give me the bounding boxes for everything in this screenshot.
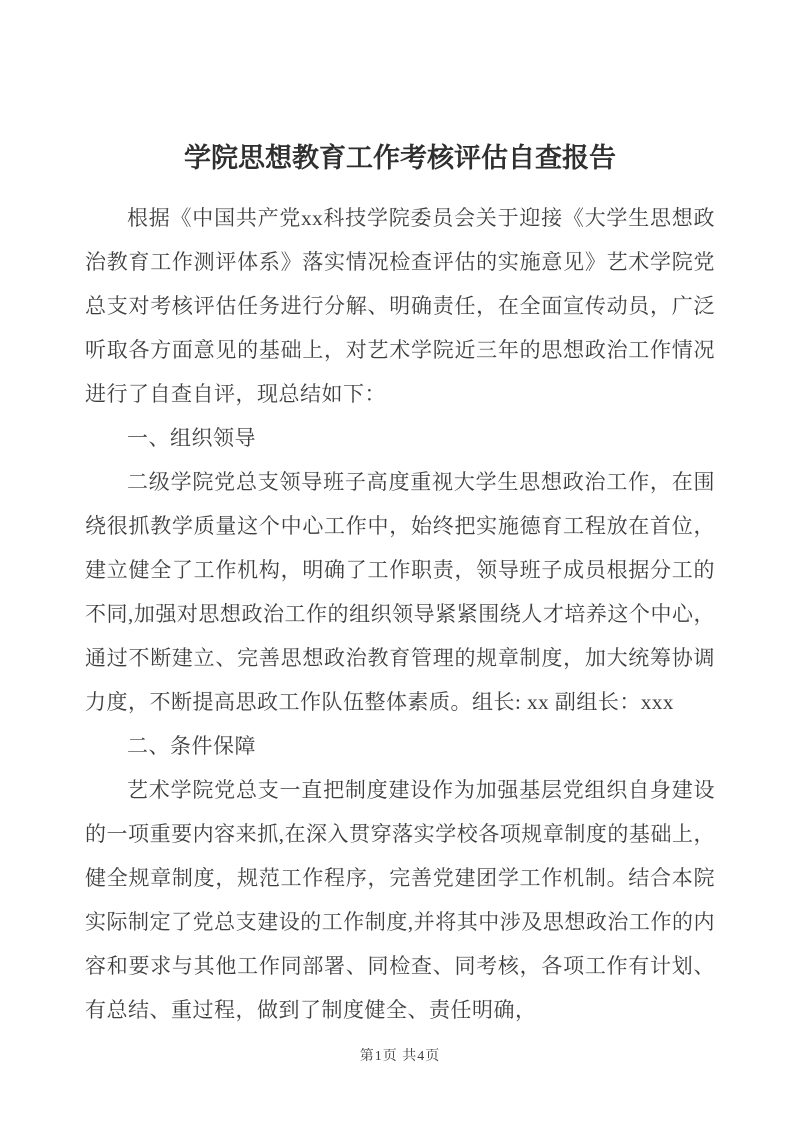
paragraph-section-1: 二级学院党总支领导班子高度重视大学生思想政治工作，在围绕很抓教学质量这个中心工作中，始终把实施德育工程放在首位，建立健全了工作机构，明确了工作职责，领导班子成员根据分工的不同,加强对思想政治工作的组织领导紧紧围绕人才培养这个中心，通过不断建立、完善思想政治教育管理的规章制度，加大统筹协调力度，不断提高思政工作队伍整体素质。组长: xx 副组长：xxx [85,470,715,714]
paragraph-section-2: 艺术学院党总支一直把制度建设作为加强基层党组织自身建设的一项重要内容来抓,在深入贯穿落实学校各项规章制度的基础上，健全规章制度，规范工作程序，完善党建团学工作机制。结合本院实际制定了党总支建设的工作制度,并将其中涉及思想政治工作的内容和要求与其他工作同部署、同检查、同考核，各项工作有计划、有总结、重过程，做到了制度健全、责任明确， [85,778,715,1022]
document-title: 学院思想教育工作考核评估自查报告 [184,143,616,173]
page-number-footer: 第1页 共4页 [359,1049,441,1064]
section-heading-2: 二、条件保障 [127,734,256,758]
section-heading-1: 一、组织领导 [127,426,256,450]
paragraph-intro: 根据《中国共产党xx科技学院委员会关于迎接《大学生思想政治教育工作测评体系》落实情况检查评估的实施意见》艺术学院党总支对考核评估任务进行分解、明确责任，在全面宣传动员，广泛听取各方面意见的基础上，对艺术学院近三年的思想政治工作情况进行了自查自评，现总结如下： [85,206,715,406]
document-body [85,196,715,1032]
